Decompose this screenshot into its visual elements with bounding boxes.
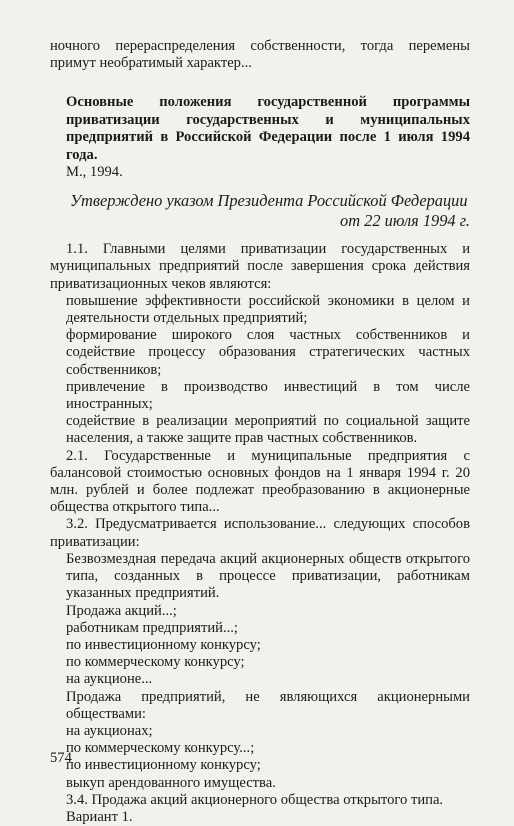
document-body	[50, 241, 470, 826]
list-item: по коммерческому конкурсу;	[66, 654, 245, 671]
method-share-sale: Продажа акций...;	[66, 602, 177, 619]
goal-efficiency: повышение эффективности российской экономики в целом и деятельности отдельных предприятий;	[66, 292, 470, 327]
list-item: работникам предприятий...;	[66, 619, 238, 636]
list-item: на аукционах;	[66, 722, 153, 739]
paragraph-3-4: 3.4. Продажа акций акционерного общества открытого типа.	[66, 791, 444, 808]
decree-line-1: Утверждено указом Президента Российской Федерации	[70, 191, 468, 211]
list-item: по инвестиционному конкурсу;	[66, 757, 261, 774]
list-item: выкуп арендованного имущества.	[66, 774, 276, 791]
list-item: по коммерческому конкурсу...;	[66, 740, 255, 757]
method-enterprise-sale: Продажа предприятий, не являющихся акционерными обществами:	[66, 688, 470, 722]
method-free-transfer: Безвозмездная передача акций акционерных обществ открытого типа, созданных в процессе приватизации, работникам указанных предприятий.	[66, 550, 470, 602]
intro-text: ночного перераспределения собственности, тогда перемены примут необратимый характер...	[50, 38, 470, 72]
goal-investment: привлечение в производство инвестиций в том числе иностранных;	[66, 378, 470, 413]
variant-label: Вариант 1.	[66, 808, 133, 825]
paragraph-3-2: 3.2. Предусматривается использование... следующих способов приватизации:	[50, 516, 470, 550]
paragraph-1-1: 1.1. Главными целями приватизации государственных и муниципальных предприятий после завершения срока действия приватизационных чеков являются:	[50, 241, 470, 292]
goal-social: содействие в реализации мероприятий по социальной защите населения, а также защите прав частных собственников.	[66, 413, 470, 447]
list-item: на аукционе...	[66, 671, 153, 688]
goal-owners: формирование широкого слоя частных собственников и содействие процессу образования стратегических частных собственников;	[66, 327, 470, 378]
page-number: 574	[50, 750, 72, 766]
decree-line-2: от 22 июля 1994 г.	[340, 211, 470, 231]
list-item: по инвестиционному конкурсу;	[66, 636, 261, 653]
paragraph-2-1: 2.1. Государственные и муниципальные предприятия с балансовой стоимостью основных фондов на 1 января 1994 г. 20 млн. рублей и более подлежат преобразованию в акционерные общества открытого типа...	[50, 447, 470, 516]
source-place: М., 1994.	[66, 164, 123, 181]
source-title: Основные положения государственной программы приватизации государственных и муниципальных предприятий в Российской Федерации после 1 июля 1994 года.	[66, 94, 470, 163]
